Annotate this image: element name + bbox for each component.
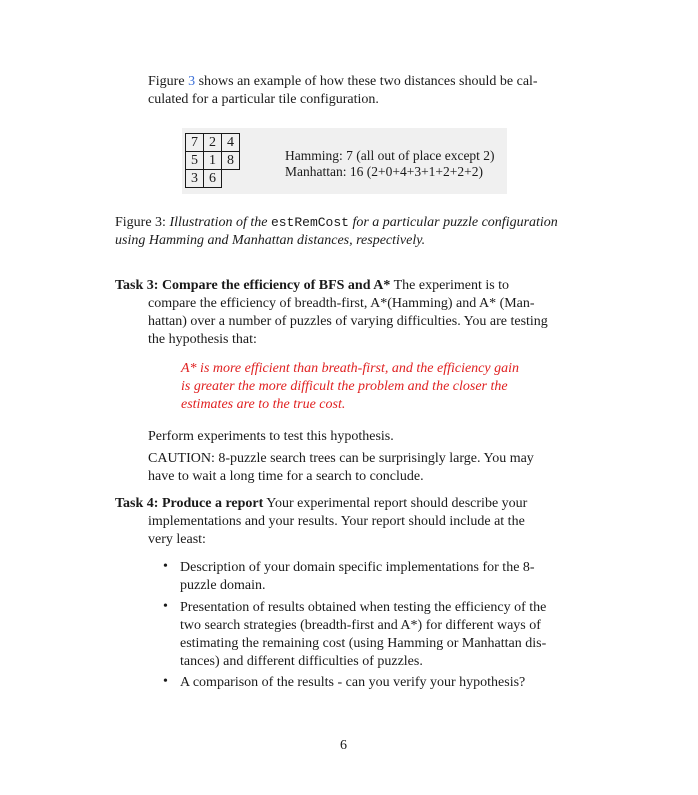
grid-cell: 6: [204, 170, 222, 188]
task-3-heading: Task 3: Compare the efficiency of BFS and A*: [115, 278, 391, 293]
hamming-text: Hamming: 7 (all out of place except 2): [285, 148, 495, 163]
grid-cell: 7: [186, 134, 204, 152]
grid-cell: 4: [222, 134, 240, 152]
grid-row: [186, 170, 240, 188]
grid-cell: 2: [204, 134, 222, 152]
task-4-heading: Task 4: Produce a report: [115, 496, 264, 511]
intro-paragraph: [148, 73, 538, 109]
manhattan-text: Manhattan: 16 (2+0+4+3+1+2+2+2): [285, 164, 484, 179]
intro-line-2: culated for a particular tile configuration.: [148, 92, 379, 107]
bullet-icon: •: [163, 599, 168, 614]
figure-distances: [285, 148, 495, 180]
figure-reference-link[interactable]: 3: [188, 74, 196, 89]
intro-line-1: Figure 3 shows an example of how these two distances should be cal-: [148, 74, 538, 89]
hypothesis: A* is more efficient than breath-first, and the efficiency gain is greater the more difficult the problem and the closer the estimates are to the true cost.: [181, 361, 520, 412]
caption-label: Figure 3:: [115, 215, 166, 230]
bullet-icon: •: [163, 559, 168, 574]
page-number: 6: [340, 738, 347, 753]
caution-text: CAUTION: 8-puzzle search trees can be surprisingly large. You may have to wait a long time for a search to conclude.: [148, 451, 534, 484]
list-item: Presentation of results obtained when testing the efficiency of the two search strategies (breadth-first and A*) for different ways of estimating the remaining cost (using Hamming or Manhattan dis- tances) and different difficulties of puzzles.: [180, 600, 547, 669]
puzzle-grid: [185, 133, 240, 188]
grid-row: [186, 134, 240, 152]
grid-cell: 3: [186, 170, 204, 188]
grid-cell: 8: [222, 152, 240, 170]
grid-cell: 5: [186, 152, 204, 170]
caption-code: estRemCost: [270, 215, 349, 230]
list-item: A comparison of the results - can you verify your hypothesis?: [180, 675, 526, 690]
task-4-body: implementations and your results. Your report should include at the very least:: [148, 514, 525, 547]
task-4: Task 4: Produce a report Your experimental report should describe your: [115, 496, 528, 511]
bullet-icon: •: [163, 674, 168, 689]
task-3: Task 3: Compare the efficiency of BFS and A* The experiment is to: [115, 278, 510, 293]
perform-text: Perform experiments to test this hypothesis.: [148, 429, 394, 444]
grid-cell-empty: [222, 170, 240, 188]
list-item: Description of your domain specific implementations for the 8- puzzle domain.: [180, 560, 535, 593]
figure-caption: Figure 3: Illustration of the estRemCost for a particular puzzle configuration using Hamming and Manhattan distances, respectively.: [115, 215, 558, 248]
task-3-body: compare the efficiency of breadth-first, A*(Hamming) and A* (Man- hattan) over a number of puzzles of varying difficulties. You are testing the hypothesis that:: [148, 296, 548, 347]
grid-row: [186, 152, 240, 170]
grid-cell: 1: [204, 152, 222, 170]
